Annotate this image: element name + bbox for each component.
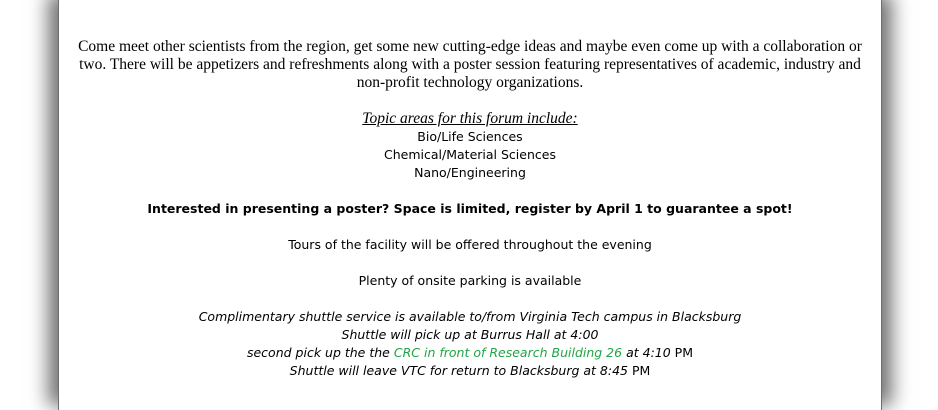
shuttle-line-3-prefix: second pick up the the: [246, 345, 390, 360]
shuttle-line-3-time: at 4:10: [626, 345, 671, 360]
parking-note: Plenty of onsite parking is available: [358, 273, 582, 288]
topic-item: Chemical/Material Sciences: [384, 147, 556, 162]
shuttle-line-4-main: Shuttle will leave VTC for return to Blacksburg at 8:45: [289, 363, 628, 378]
topics-heading: Topic areas for this forum include:: [362, 110, 578, 127]
intro-paragraph: Come meet other scientists from the region, get some new cutting-edge ideas and maybe even come up with a collaboration or two. There will be appetizers and refreshments along with a poster session featuring representatives of academic, industry and non-profit technology organizations.: [78, 38, 862, 91]
shuttle-location-link[interactable]: CRC in front of Research Building 26: [393, 345, 623, 360]
shuttle-info: [59, 308, 881, 380]
shuttle-line-3: [59, 344, 881, 362]
shuttle-line-4: [59, 362, 881, 380]
shuttle-line-4-suffix: PM: [631, 363, 651, 378]
topic-item: Bio/Life Sciences: [417, 129, 523, 144]
shuttle-line-1: Complimentary shuttle service is available to/from Virginia Tech campus in Blacksburg: [198, 309, 742, 324]
shuttle-line-2: Shuttle will pick up at Burrus Hall at 4:00: [341, 327, 599, 342]
poster-notice: Interested in presenting a poster? Space is limited, register by April 1 to guarantee a spot!: [147, 201, 793, 216]
topics-list: [59, 128, 881, 182]
document-page: [58, 0, 882, 410]
document-content: [59, 38, 881, 380]
topic-item: Nano/Engineering: [414, 165, 526, 180]
shuttle-line-3-suffix: PM: [674, 345, 693, 360]
tours-note: Tours of the facility will be offered throughout the evening: [288, 237, 652, 252]
